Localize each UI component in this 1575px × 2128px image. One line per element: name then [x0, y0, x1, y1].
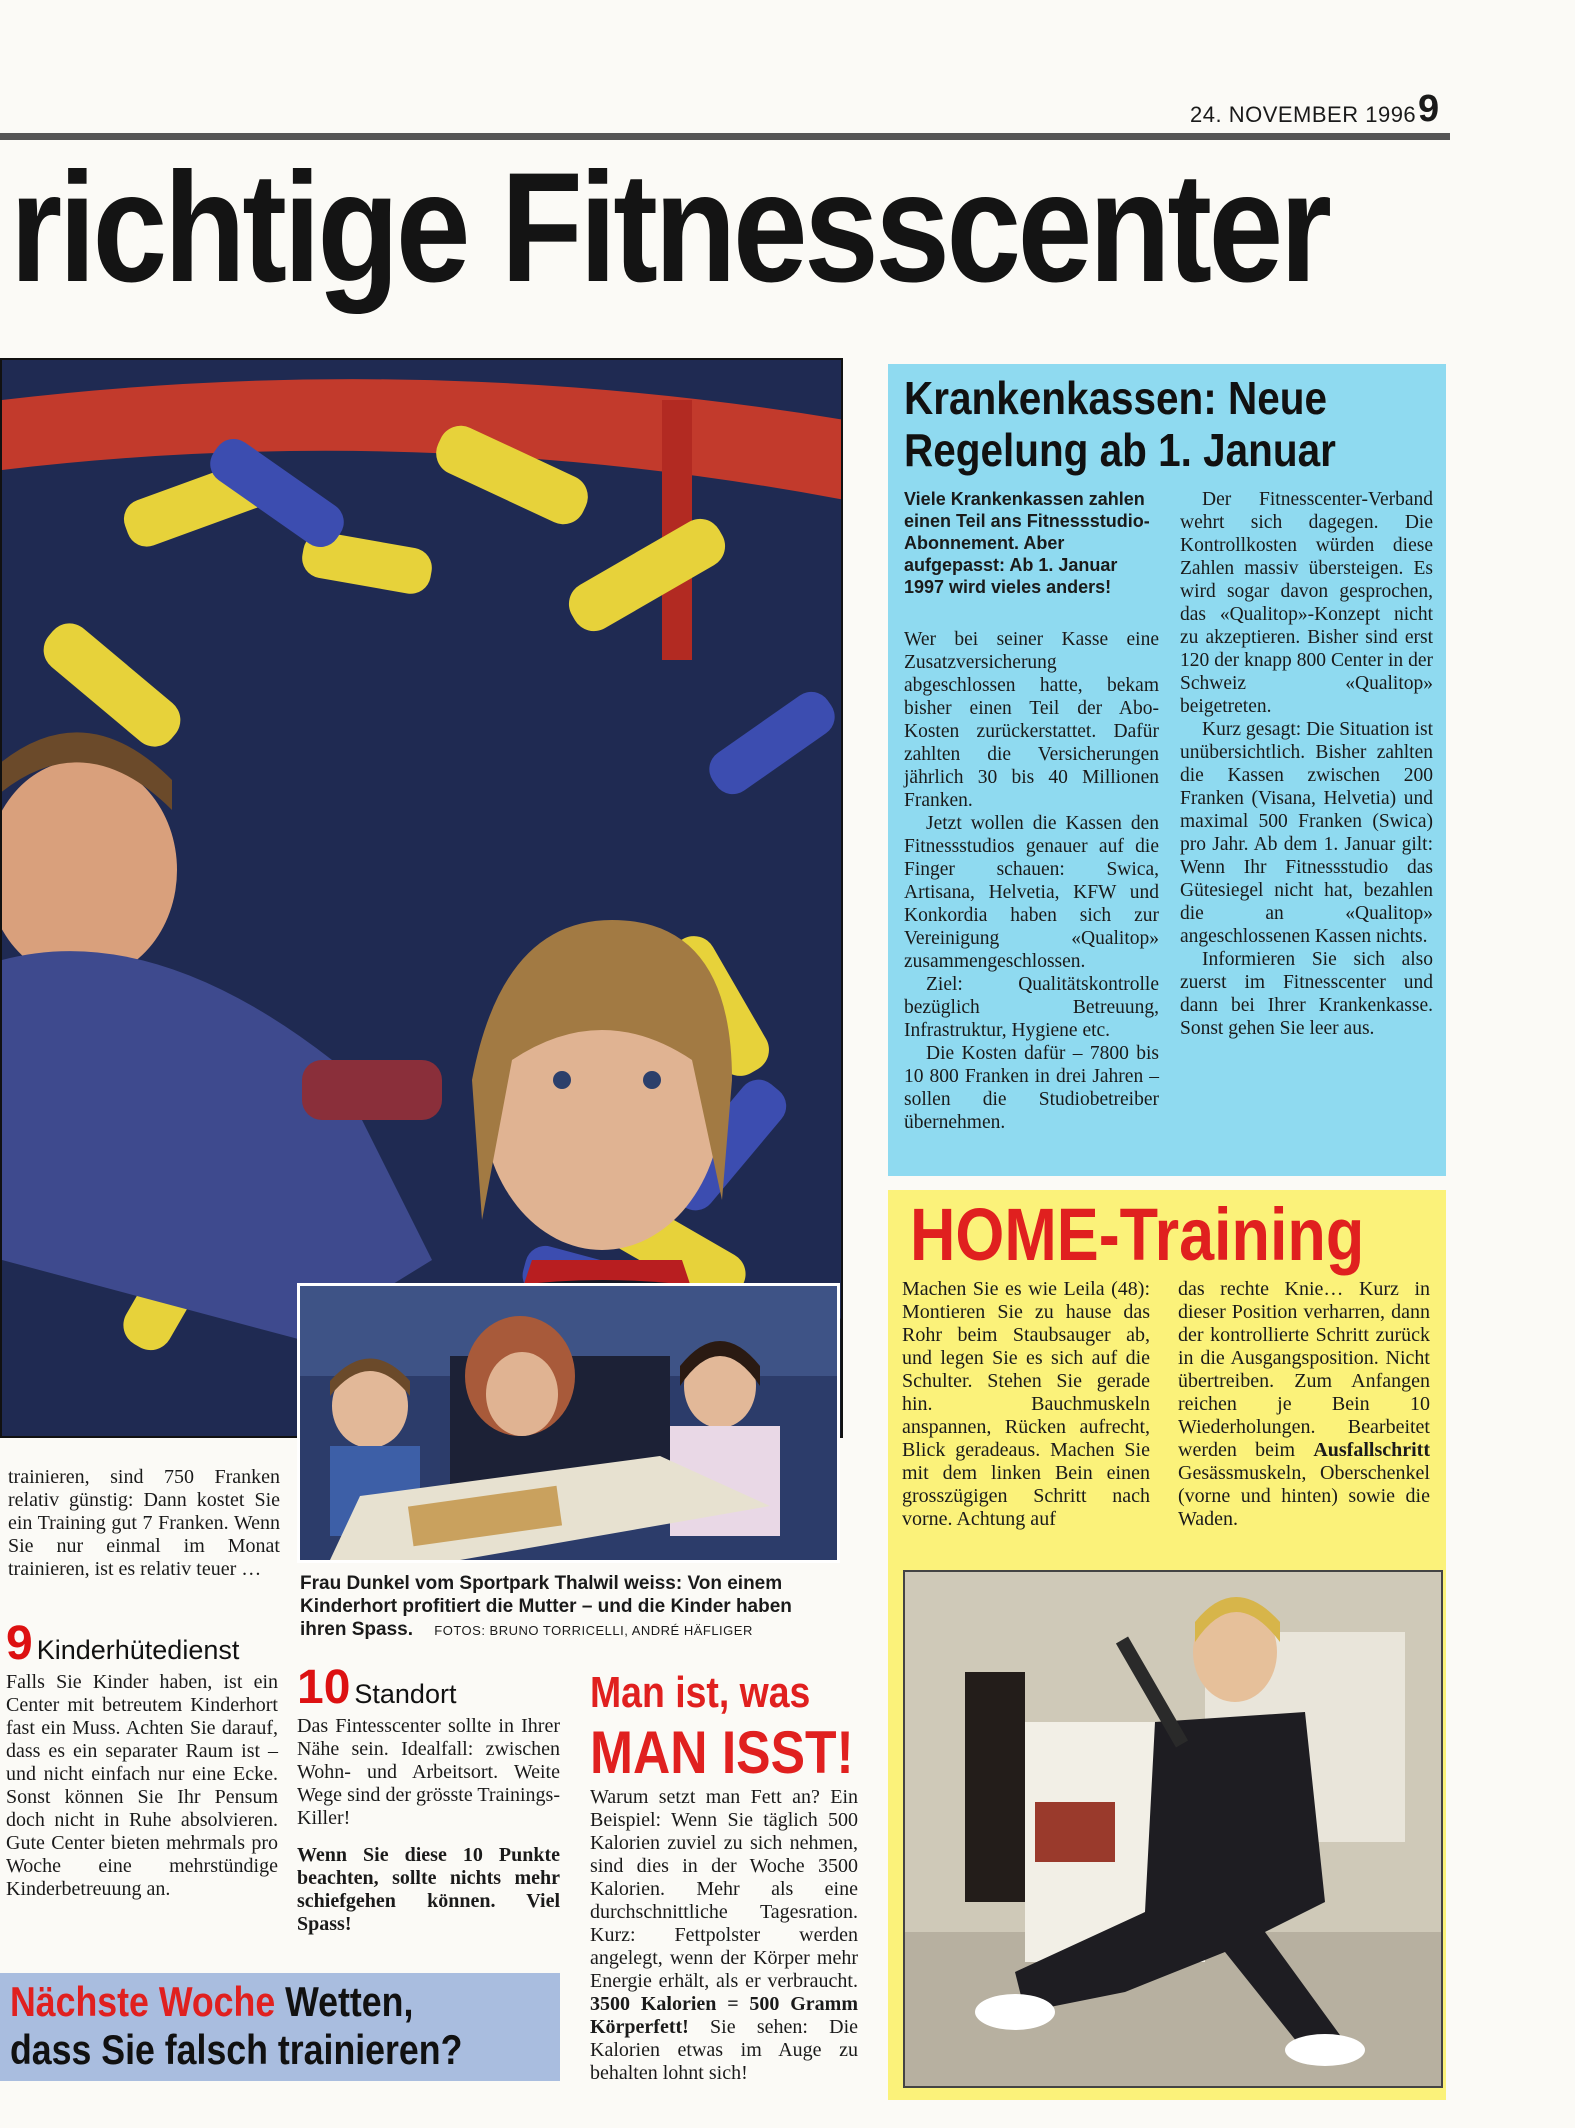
home-col2-a: das rechte Knie… Kurz in dieser Position verharren, dann der kontrollierte Schritt zurück in die Ausgangsposition. Nicht übertreiben. Zum Anfangen reichen je Bein 10 Wiederholungen. Bearbeitet werden beim	[1178, 1278, 1430, 1461]
home-training-col-2	[1178, 1278, 1430, 1531]
krankenkassen-title-1: Krankenkassen: Neue	[904, 372, 1327, 424]
kk-col2-p2: Kurz gesagt: Die Situation ist unübersichtlich. Bisher zahlten die Kassen zwischen 200 Franken (Visana, Helvetia) und maximal 500 Franken (Swica) pro Jahr. Ab dem 1. Januar gilt: Wenn Ihr Fitnessstudio das Gütesiegel nicht hat, bezahlen die an «Qualitop» angeschlossenen Kassen nichts.	[1180, 719, 1433, 947]
home-training-col-1: Machen Sie es wie Leila (48): Montieren Sie zu hause das Rohr beim Staubsauger ab, und legen Sie es sich auf die Schulter. Stehen Sie gerade hin. Bauchmuskeln anspannen, Rücken aufrecht, Blick geradeaus. Machen Sie mit dem linken Bein einen grosszügigen Schritt nach vorne. Achtung auf	[902, 1278, 1150, 1530]
header-rule	[0, 133, 1450, 140]
intro-paragraph: trainieren, sind 750 Franken relativ günstig: Dann kostet Sie ein Training gut 7 Franken. Wenn Sie nur einmal im Monat trainieren, ist es relativ teuer …	[8, 1466, 280, 1580]
next-week-text-a: Wetten,	[285, 1978, 414, 2025]
man-ist-title-2: MAN ISST!	[590, 1719, 854, 1786]
photo-credit: FOTOS: BRUNO TORRICELLI, ANDRÉ HÄFLIGER	[434, 1623, 753, 1638]
man-ist-title-1: Man ist, was	[590, 1668, 811, 1717]
photo-caption	[300, 1572, 840, 1642]
man-ist-body-end: Sie sehen: Die Kalorien etwas im Auge zu behalten lohnt sich!	[590, 2016, 859, 2084]
home-training-title: HOME-Training	[910, 1193, 1365, 1276]
home-col2-bold: Ausfallschritt	[1313, 1439, 1430, 1461]
kinderhort-illustration	[300, 1286, 837, 1560]
man-ist-bold: 3500 Kalorien = 500 Gramm Körperfett!	[590, 1993, 858, 2038]
inset-photo-kinderhort	[297, 1283, 840, 1563]
kk-col1-p3: Ziel: Qualitätskontrolle bezüglich Betreuung, Infrastruktur, Hygiene etc.	[904, 974, 1159, 1041]
page-headline: richtige Fitnesscenter	[10, 141, 1329, 315]
home-col2-b: Gesässmuskeln, Oberschenkel (vorne und hinten) sowie die Waden.	[1178, 1462, 1430, 1530]
next-week-text-b: dass Sie falsch trainieren?	[10, 2026, 463, 2073]
krankenkassen-lead: Viele Krankenkassen zahlen einen Teil ans Fitnessstudio-Abonnement. Aber aufgepasst: Ab 1. Januar 1997 wird vieles anders!	[904, 489, 1150, 597]
man-ist-body: Warum setzt man Fett an? Ein Beispiel: Wenn Sie täglich 500 Kalorien zuviel zu sich nehmen, sind dies in der Woche 3500 Kalorien. Mehr als eine durchschnittliche Tagesration. Kurz: Fettpolster werden angelegt, wenn der Körper mehr Energie erhält, als er verbraucht.	[590, 1786, 858, 1992]
section-10-number: 10	[297, 1661, 351, 1714]
section-9-number: 9	[6, 1617, 33, 1670]
section-9	[6, 1616, 278, 1901]
kk-col1-p1: Wer bei seiner Kasse eine Zusatzversicherung abgeschlossen hatte, bekam bisher einen Teil der Abo-Kosten zurückerstattet. Dafür zahlten die Versicherungen jährlich 30 bis 40 Millionen Franken.	[904, 629, 1159, 811]
section-9-text: Falls Sie Kinder haben, ist ein Center mit betreutem Kinderhort fast ein Muss. Achten Sie darauf, dass es ein separater Raum ist – und nicht einfach nur eine Ecke. Sonst können Sie Ihr Pensum doch nicht in Ruhe absolvieren. Gute Center bieten mehrmals pro Woche eine mehrstündige Kinderbetreuung an.	[6, 1671, 278, 1900]
kk-col1-p4: Die Kosten dafür – 7800 bis 10 800 Franken in drei Jahren – sollen die Studiobetreiber übernehmen.	[904, 1043, 1159, 1133]
krankenkassen-col-1	[904, 628, 1159, 1134]
page-number: 9	[1418, 88, 1440, 130]
issue-date: 24. NOVEMBER 1996	[1190, 102, 1417, 127]
section-10-text: Das Fintesscenter sollte in Ihrer Nähe sein. Idealfall: zwischen Wohn- und Arbeitsort. Weite Wege sind der grösste Trainings-Killer!	[297, 1715, 560, 1829]
next-week-label: Nächste Woche	[10, 1978, 276, 2025]
woman-exercising-illustration	[905, 1572, 1441, 2086]
krankenkassen-title	[904, 372, 1362, 476]
section-10-title: Standort	[354, 1679, 457, 1709]
kk-col2-p1: Der Fitnesscenter-Verband wehrt sich dagegen. Die Kontrollkosten würden diese Zahlen massiv übersteigen. Es wird sogar davon gesprochen, das «Qualitop»-Konzept nicht zu akzeptieren. Bisher sind erst 120 der knapp 800 Center in der Schweiz «Qualitop» beigetreten.	[1180, 489, 1433, 717]
krankenkassen-col-2	[1180, 488, 1433, 1040]
photo-caption-text: Frau Dunkel vom Sportpark Thalwil weiss: Von einem Kinderhort profitiert die Mutter – und die Kinder haben ihren Spass.	[300, 1573, 792, 1640]
section-10-closing: Wenn Sie diese 10 Punkte beachten, sollte nichts mehr schiefgehen können. Viel Spass!	[297, 1844, 560, 1935]
main-photo-children	[0, 358, 843, 1438]
man-ist-text	[590, 1786, 858, 2085]
next-week-text	[10, 1978, 462, 2074]
kk-col2-p3: Informieren Sie sich also zuerst im Fitnesscenter und dann bei Ihrer Krankenkasse. Sonst gehen Sie leer aus.	[1180, 949, 1433, 1039]
kk-col1-p2: Jetzt wollen die Kassen den Fitnessstudios genauer auf die Finger schauen: Swica, Artisana, Helvetia, KFW und Konkordia haben sich zur Vereinigung «Qualitop» zusammengeschlossen.	[904, 813, 1159, 972]
krankenkassen-title-2: Regelung ab 1. Januar	[904, 424, 1336, 476]
section-10	[297, 1660, 560, 1936]
section-9-title: Kinderhütedienst	[36, 1635, 240, 1665]
children-ballpit-illustration	[2, 360, 843, 1438]
home-training-photo	[903, 1570, 1443, 2088]
